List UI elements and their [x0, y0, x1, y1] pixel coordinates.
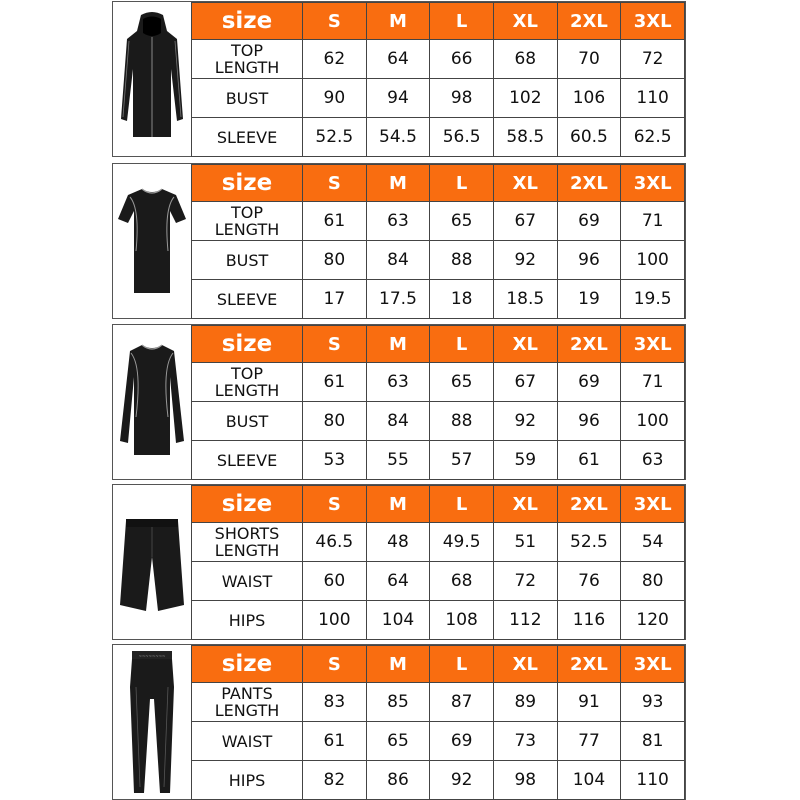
size-m: M	[366, 165, 430, 202]
value-cell: 51	[493, 523, 557, 562]
value-cell: 63	[366, 363, 430, 402]
size-m: M	[366, 326, 430, 363]
size-table	[191, 164, 685, 319]
size-2xl: 2XL	[557, 646, 621, 683]
row-label: BUST	[192, 79, 303, 118]
header-size-label: size	[192, 326, 303, 363]
table-row	[192, 280, 685, 319]
value-cell: 98	[430, 79, 494, 118]
short-sleeve-shirt-image	[113, 164, 191, 318]
value-cell: 96	[557, 241, 621, 280]
size-m: M	[366, 486, 430, 523]
header-size-label: size	[192, 3, 303, 40]
long-sleeve-shirt-icon	[116, 337, 188, 467]
value-cell: 72	[493, 562, 557, 601]
row-label: SLEEVE	[192, 441, 303, 480]
value-cell: 19	[557, 280, 621, 319]
size-table	[191, 485, 685, 640]
size-l: L	[430, 646, 494, 683]
value-cell: 54.5	[366, 118, 430, 157]
value-cell: 69	[430, 722, 494, 761]
size-l: L	[430, 165, 494, 202]
value-cell: 80	[303, 241, 367, 280]
value-cell: 68	[493, 40, 557, 79]
value-cell: 62	[303, 40, 367, 79]
header-size-label: size	[192, 486, 303, 523]
value-cell: 120	[621, 601, 685, 640]
size-chart-block-shorts	[112, 484, 686, 640]
table-row	[192, 761, 685, 800]
header-row	[192, 646, 685, 683]
row-label: SHORTS LENGTH	[192, 523, 303, 562]
table-row	[192, 523, 685, 562]
short-sleeve-shirt-icon	[116, 181, 188, 301]
value-cell: 53	[303, 441, 367, 480]
long-sleeve-shirt-image	[113, 325, 191, 479]
row-label: TOP LENGTH	[192, 40, 303, 79]
table-row	[192, 118, 685, 157]
value-cell: 54	[621, 523, 685, 562]
size-xl: XL	[493, 326, 557, 363]
value-cell: 68	[430, 562, 494, 601]
size-3xl: 3XL	[621, 326, 685, 363]
size-s: S	[303, 646, 367, 683]
value-cell: 116	[557, 601, 621, 640]
value-cell: 61	[303, 722, 367, 761]
value-cell: 94	[366, 79, 430, 118]
row-label: TOP LENGTH	[192, 202, 303, 241]
value-cell: 71	[621, 363, 685, 402]
header-row	[192, 486, 685, 523]
value-cell: 64	[366, 40, 430, 79]
table-row	[192, 722, 685, 761]
size-s: S	[303, 165, 367, 202]
row-label: SLEEVE	[192, 280, 303, 319]
value-cell: 60.5	[557, 118, 621, 157]
value-cell: 89	[493, 683, 557, 722]
size-table	[191, 2, 685, 157]
value-cell: 92	[430, 761, 494, 800]
value-cell: 61	[557, 441, 621, 480]
value-cell: 55	[366, 441, 430, 480]
value-cell: 63	[621, 441, 685, 480]
value-cell: 61	[303, 363, 367, 402]
value-cell: 59	[493, 441, 557, 480]
table-row	[192, 40, 685, 79]
size-2xl: 2XL	[557, 326, 621, 363]
value-cell: 87	[430, 683, 494, 722]
value-cell: 66	[430, 40, 494, 79]
value-cell: 63	[366, 202, 430, 241]
size-s: S	[303, 326, 367, 363]
value-cell: 81	[621, 722, 685, 761]
size-s: S	[303, 3, 367, 40]
size-2xl: 2XL	[557, 165, 621, 202]
size-m: M	[366, 3, 430, 40]
value-cell: 104	[366, 601, 430, 640]
shorts-image	[113, 485, 191, 639]
value-cell: 106	[557, 79, 621, 118]
value-cell: 64	[366, 562, 430, 601]
value-cell: 61	[303, 202, 367, 241]
header-size-label: size	[192, 165, 303, 202]
value-cell: 52.5	[303, 118, 367, 157]
value-cell: 93	[621, 683, 685, 722]
row-label: SLEEVE	[192, 118, 303, 157]
leggings-image	[113, 645, 191, 799]
row-label: HIPS	[192, 761, 303, 800]
size-3xl: 3XL	[621, 3, 685, 40]
value-cell: 82	[303, 761, 367, 800]
value-cell: 86	[366, 761, 430, 800]
value-cell: 92	[493, 241, 557, 280]
value-cell: 46.5	[303, 523, 367, 562]
size-2xl: 2XL	[557, 486, 621, 523]
size-xl: XL	[493, 165, 557, 202]
table-row	[192, 79, 685, 118]
value-cell: 56.5	[430, 118, 494, 157]
value-cell: 112	[493, 601, 557, 640]
table-row	[192, 402, 685, 441]
value-cell: 88	[430, 402, 494, 441]
value-cell: 88	[430, 241, 494, 280]
size-3xl: 3XL	[621, 646, 685, 683]
header-size-label: size	[192, 646, 303, 683]
value-cell: 100	[303, 601, 367, 640]
size-l: L	[430, 3, 494, 40]
value-cell: 92	[493, 402, 557, 441]
value-cell: 48	[366, 523, 430, 562]
hooded-jacket-icon	[117, 9, 187, 149]
value-cell: 98	[493, 761, 557, 800]
value-cell: 49.5	[430, 523, 494, 562]
value-cell: 96	[557, 402, 621, 441]
value-cell: 73	[493, 722, 557, 761]
size-chart-block-hooded-jacket	[112, 1, 686, 157]
value-cell: 67	[493, 363, 557, 402]
value-cell: 60	[303, 562, 367, 601]
value-cell: 100	[621, 402, 685, 441]
value-cell: 69	[557, 202, 621, 241]
value-cell: 52.5	[557, 523, 621, 562]
value-cell: 19.5	[621, 280, 685, 319]
value-cell: 18	[430, 280, 494, 319]
size-3xl: 3XL	[621, 165, 685, 202]
size-s: S	[303, 486, 367, 523]
size-table	[191, 325, 685, 480]
value-cell: 65	[430, 202, 494, 241]
size-chart-block-short-sleeve-shirt	[112, 163, 686, 319]
size-xl: XL	[493, 3, 557, 40]
value-cell: 71	[621, 202, 685, 241]
svg-text:~~~~~~~~: ~~~~~~~~	[138, 653, 166, 659]
table-row	[192, 683, 685, 722]
value-cell: 65	[366, 722, 430, 761]
value-cell: 77	[557, 722, 621, 761]
value-cell: 65	[430, 363, 494, 402]
table-row	[192, 241, 685, 280]
value-cell: 110	[621, 761, 685, 800]
row-label: WAIST	[192, 722, 303, 761]
value-cell: 72	[621, 40, 685, 79]
value-cell: 91	[557, 683, 621, 722]
table-row	[192, 562, 685, 601]
value-cell: 85	[366, 683, 430, 722]
table-row	[192, 441, 685, 480]
value-cell: 17.5	[366, 280, 430, 319]
size-2xl: 2XL	[557, 3, 621, 40]
row-label: BUST	[192, 402, 303, 441]
value-cell: 57	[430, 441, 494, 480]
value-cell: 69	[557, 363, 621, 402]
row-label: PANTS LENGTH	[192, 683, 303, 722]
value-cell: 62.5	[621, 118, 685, 157]
value-cell: 80	[303, 402, 367, 441]
value-cell: 80	[621, 562, 685, 601]
value-cell: 67	[493, 202, 557, 241]
value-cell: 76	[557, 562, 621, 601]
value-cell: 110	[621, 79, 685, 118]
table-row	[192, 363, 685, 402]
value-cell: 58.5	[493, 118, 557, 157]
table-row	[192, 202, 685, 241]
shorts-icon	[116, 507, 188, 617]
leggings-icon	[116, 647, 188, 797]
hooded-jacket-image	[113, 2, 191, 156]
size-chart-block-leggings	[112, 644, 686, 800]
value-cell: 84	[366, 241, 430, 280]
value-cell: 17	[303, 280, 367, 319]
value-cell: 102	[493, 79, 557, 118]
table-row	[192, 601, 685, 640]
size-3xl: 3XL	[621, 486, 685, 523]
value-cell: 84	[366, 402, 430, 441]
value-cell: 90	[303, 79, 367, 118]
size-l: L	[430, 326, 494, 363]
value-cell: 70	[557, 40, 621, 79]
header-row	[192, 165, 685, 202]
header-row	[192, 326, 685, 363]
row-label: HIPS	[192, 601, 303, 640]
size-l: L	[430, 486, 494, 523]
value-cell: 83	[303, 683, 367, 722]
row-label: WAIST	[192, 562, 303, 601]
row-label: BUST	[192, 241, 303, 280]
row-label: TOP LENGTH	[192, 363, 303, 402]
size-table	[191, 645, 685, 800]
value-cell: 104	[557, 761, 621, 800]
size-xl: XL	[493, 486, 557, 523]
value-cell: 108	[430, 601, 494, 640]
size-xl: XL	[493, 646, 557, 683]
size-m: M	[366, 646, 430, 683]
size-chart-block-long-sleeve-shirt	[112, 324, 686, 480]
value-cell: 100	[621, 241, 685, 280]
value-cell: 18.5	[493, 280, 557, 319]
header-row	[192, 3, 685, 40]
